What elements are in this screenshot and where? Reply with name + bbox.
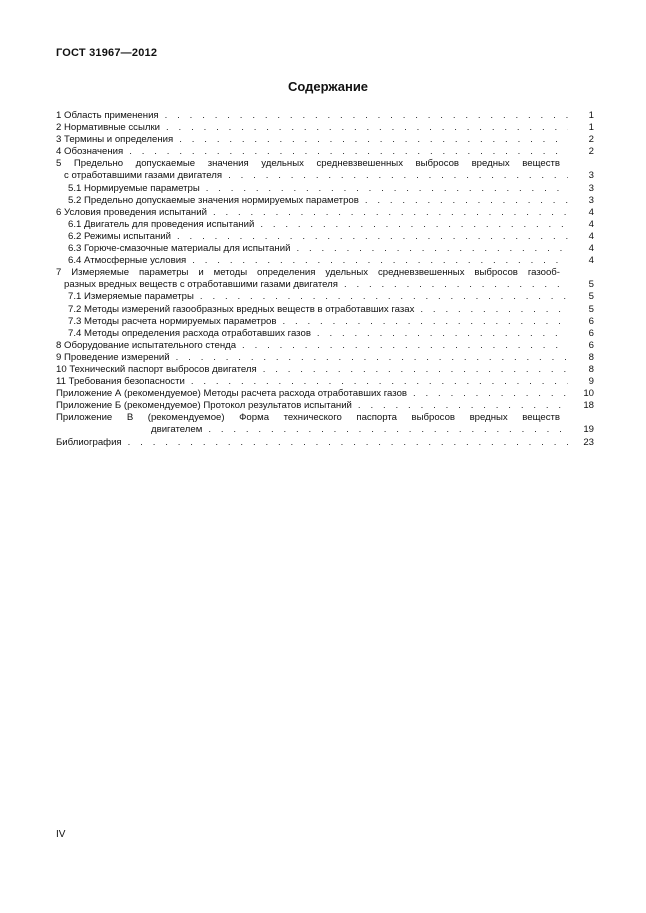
toc-page-number: 4 — [588, 230, 594, 242]
dot-leader — [228, 170, 568, 182]
toc-label-line1: Приложение В (рекомендуемое) Форма технического паспорта выбросов вредных веществ — [56, 412, 560, 424]
dot-leader — [200, 291, 568, 303]
toc-page-number: 4 — [588, 206, 594, 218]
dot-leader — [242, 340, 568, 352]
toc-label: 6.3 Горюче-смазочные материалы для испытаний — [68, 243, 291, 255]
dot-leader — [208, 424, 568, 436]
toc-entry-5-1[interactable] — [56, 183, 594, 195]
toc-entry-bibliography[interactable] — [56, 437, 594, 449]
dot-leader — [129, 146, 568, 158]
toc-page-number: 10 — [583, 388, 594, 400]
toc-label: 7.4 Методы определения расхода отработавших газов — [68, 327, 311, 339]
dot-leader — [213, 207, 568, 219]
toc-entry-5-2[interactable] — [56, 195, 594, 207]
toc-label: с отработавшими газами двигателя — [64, 170, 223, 182]
toc-label: 3 Термины и определения — [56, 134, 174, 146]
toc-page-number: 5 — [588, 291, 594, 303]
toc-entry-6-2[interactable] — [56, 231, 594, 243]
dot-leader — [420, 304, 568, 316]
dot-leader — [166, 122, 568, 134]
toc-label: разных вредных веществ с отработавшими газами двигателя — [64, 279, 338, 291]
toc-label: 11 Требования безопасности — [56, 376, 185, 388]
toc-label: 2 Нормативные ссылки — [56, 122, 161, 134]
toc-page-number: 19 — [583, 424, 594, 436]
toc-page-number: 3 — [588, 182, 594, 194]
toc-page-number: 5 — [588, 279, 594, 291]
toc-label: 6.1 Двигатель для проведения испытаний — [68, 218, 255, 230]
toc-entry-7-1[interactable] — [56, 291, 594, 303]
toc-page-number: 4 — [588, 218, 594, 230]
toc-label: Библиография — [56, 436, 122, 448]
toc-page-number: 3 — [588, 170, 594, 182]
toc-label: 7.1 Измеряемые параметры — [68, 291, 194, 303]
dot-leader — [365, 195, 568, 207]
toc-entry-7-3[interactable] — [56, 316, 594, 328]
toc-entry-annex-v[interactable] — [56, 412, 594, 436]
dot-leader — [128, 437, 568, 449]
toc-page-number: 6 — [588, 315, 594, 327]
dot-leader — [344, 279, 568, 291]
page-title: Содержание — [287, 79, 369, 94]
toc-entry-5[interactable] — [56, 158, 594, 182]
toc-label: 6.2 Режимы испытаний — [68, 230, 172, 242]
toc-entry-1[interactable] — [56, 110, 594, 122]
toc-page-number: 3 — [588, 194, 594, 206]
dot-leader — [260, 219, 568, 231]
toc-entry-annex-a[interactable] — [56, 388, 594, 400]
dot-leader — [206, 183, 568, 195]
toc-entry-8[interactable] — [56, 340, 594, 352]
dot-leader — [317, 328, 568, 340]
dot-leader — [282, 316, 568, 328]
toc-label-line1: 7 Измеряемые параметры и методы определения удельных средневзвешенных выбросов газооб- — [56, 267, 560, 279]
toc-label: 4 Обозначения — [56, 146, 124, 158]
page-number-footer: IV — [56, 829, 66, 840]
dot-leader — [165, 110, 568, 122]
toc-label: 5.2 Предельно допускаемые значения нормируемых параметров — [68, 194, 359, 206]
toc-label: 10 Технический паспорт выбросов двигателя — [56, 363, 257, 375]
toc-label: Приложение Б (рекомендуемое) Протокол результатов испытаний — [56, 400, 352, 412]
dot-leader — [191, 376, 568, 388]
dot-leader — [413, 388, 568, 400]
toc-label: 8 Оборудование испытательного стенда — [56, 339, 237, 351]
toc-entry-6[interactable] — [56, 207, 594, 219]
toc-entry-7[interactable] — [56, 267, 594, 291]
toc-entry-9[interactable] — [56, 352, 594, 364]
table-of-contents — [56, 110, 594, 449]
document-code: ГОСТ 31967—2012 — [56, 47, 158, 59]
dot-leader — [296, 243, 568, 255]
toc-label: 1 Область применения — [56, 110, 159, 121]
toc-entry-6-4[interactable] — [56, 255, 594, 267]
toc-page-number: 8 — [588, 351, 594, 363]
toc-page-number: 8 — [588, 363, 594, 375]
toc-label: двигателем — [151, 424, 203, 436]
toc-label: Приложение А (рекомендуемое) Методы расчета расхода отработавших газов — [56, 388, 407, 400]
toc-entry-6-1[interactable] — [56, 219, 594, 231]
toc-label: 5.1 Нормируемые параметры — [68, 182, 200, 194]
toc-entry-2[interactable] — [56, 122, 594, 134]
dot-leader — [179, 134, 568, 146]
toc-entry-11[interactable] — [56, 376, 594, 388]
toc-page-number: 4 — [588, 243, 594, 255]
toc-entry-4[interactable] — [56, 146, 594, 158]
toc-entry-7-2[interactable] — [56, 304, 594, 316]
toc-entry-10[interactable] — [56, 364, 594, 376]
dot-leader — [263, 364, 568, 376]
toc-page-number: 2 — [588, 146, 594, 158]
toc-page-number: 2 — [588, 134, 594, 146]
toc-entry-7-4[interactable] — [56, 328, 594, 340]
toc-page-number: 4 — [588, 255, 594, 267]
toc-label-line1: 5 Предельно допускаемые значения удельных средневзвешенных выбросов вредных веществ — [56, 158, 560, 170]
toc-page-number: 5 — [588, 303, 594, 315]
toc-label: 7.2 Методы измерений газообразных вредных веществ в отработавших газах — [68, 303, 415, 315]
dot-leader — [358, 400, 568, 412]
toc-page-number: 9 — [588, 376, 594, 388]
toc-label: 9 Проведение измерений — [56, 351, 170, 363]
toc-page-number: 18 — [583, 400, 594, 412]
toc-page-number: 1 — [588, 110, 594, 121]
toc-page-number: 6 — [588, 327, 594, 339]
toc-label: 7.3 Методы расчета нормируемых параметров — [68, 315, 277, 327]
toc-page-number: 1 — [588, 122, 594, 134]
toc-entry-3[interactable] — [56, 134, 594, 146]
toc-page-number: 6 — [588, 339, 594, 351]
dot-leader — [192, 255, 568, 267]
toc-label: 6.4 Атмосферные условия — [68, 255, 187, 267]
dot-leader — [177, 231, 568, 243]
toc-entry-6-3[interactable] — [56, 243, 594, 255]
toc-page-number: 23 — [583, 436, 594, 448]
toc-entry-annex-b[interactable] — [56, 400, 594, 412]
toc-label: 6 Условия проведения испытаний — [56, 206, 207, 218]
dot-leader — [176, 352, 568, 364]
